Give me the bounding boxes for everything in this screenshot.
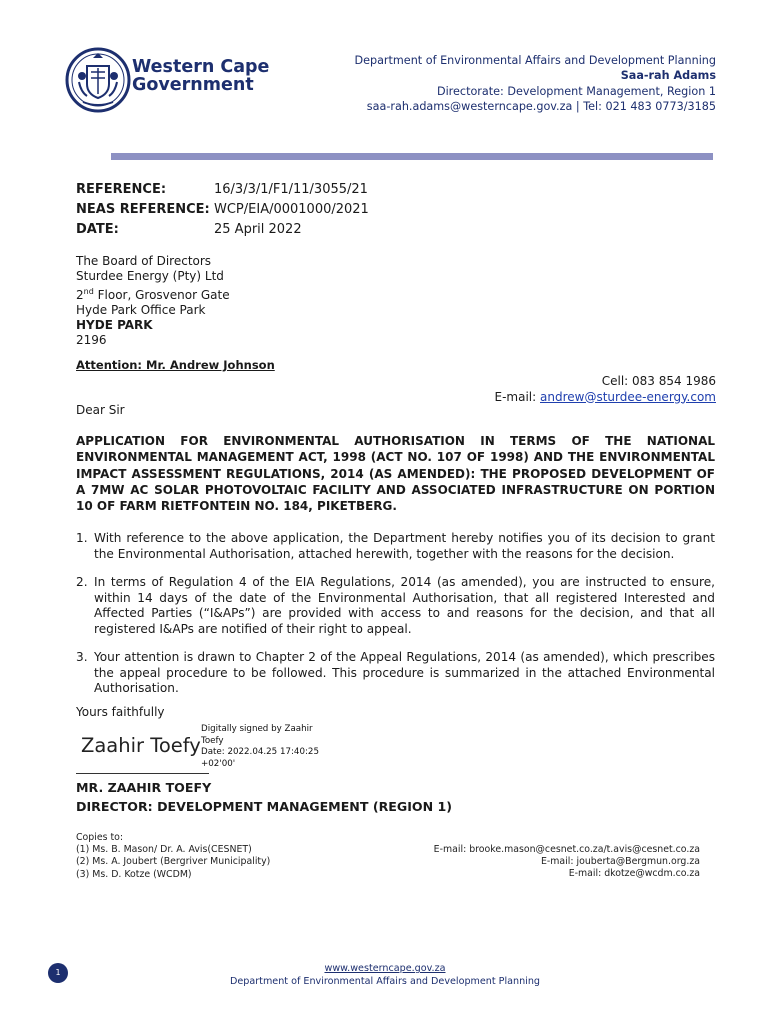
- recipient-contact: [495, 374, 716, 405]
- paragraph-item: 3. Your attention is drawn to Chapter 2 of the Appeal Regulations, 2014 (as amended), which prescribes the appeal procedure to be followed. This procedure is summarized in the attached Environmental Authorisation.: [76, 650, 715, 695]
- department-name: Department of Environmental Affairs and Development Planning: [354, 54, 716, 67]
- recipient-email-link[interactable]: andrew@sturdee-energy.com: [540, 389, 716, 404]
- logo-line-2: Government: [132, 75, 254, 95]
- copy-email: E-mail: brooke.mason@cesnet.co.za/t.avis@cesnet.co.za: [433, 844, 700, 855]
- address-line: 2nd Floor, Grosvenor Gate: [76, 287, 230, 302]
- reference-block: [76, 180, 369, 240]
- date-row: DATE: 25 April 2022: [76, 222, 302, 237]
- subject-heading: APPLICATION FOR ENVIRONMENTAL AUTHORISATION IN TERMS OF THE NATIONAL ENVIRONMENTAL MANAGEMENT ACT, 1998 (ACT NO. 107 OF 1998) AND THE ENVIRONMENTAL IMPACT ASSESSMENT REGULATIONS, 2014 (AS AMENDED): THE PROPOSED DEVELOPMENT OF A 7MW AC SOLAR PHOTOVOLTAIC FACILITY AND ASSOCIATED INFRASTRUCTURE ON PORTION 10 OF FARM RIETFONTEIN NO. 184, PIKETBERG.: [76, 434, 715, 514]
- address-line: HYDE PARK: [76, 318, 153, 332]
- paragraph-item: 1. With reference to the above application, the Department hereby notifies you of its decision to grant the Environmental Authorisation, attached herewith, together with the reasons for the decision.: [76, 531, 715, 561]
- signatory-title: DIRECTOR: DEVELOPMENT MANAGEMENT (REGION 1): [76, 799, 453, 814]
- numbered-paragraphs: [76, 531, 715, 710]
- neas-reference-row: NEAS REFERENCE: WCP/EIA/0001000/2021: [76, 202, 369, 217]
- copies-emails: [434, 844, 700, 881]
- attention-line: Attention: Mr. Andrew Johnson: [76, 358, 275, 372]
- signatory-name: MR. ZAAHIR TOEFY: [76, 780, 212, 795]
- signatory-block: [76, 778, 452, 816]
- recipient-address: [76, 254, 230, 348]
- contact-details: saa-rah.adams@westerncape.gov.za | Tel: 021 483 0773/3185: [366, 99, 716, 113]
- copies-to: [76, 832, 270, 881]
- copy-recipient: (1) Ms. B. Mason/ Dr. A. Avis(CESNET): [76, 844, 252, 856]
- signature-line: [76, 773, 209, 774]
- salutation: Dear Sir: [76, 403, 125, 417]
- paragraph-item: 2. In terms of Regulation 4 of the EIA Regulations, 2014 (as amended), you are instructed to ensure, within 14 days of the date of the Environmental Authorisation, that all registered Interested and Affected Parties (“I&APs”) are provided with access to and reasons for the decision, and that all registered I&APs are notified of their right to appeal.: [76, 575, 715, 636]
- logo-wordmark: [132, 58, 269, 94]
- directorate: Directorate: Development Management, Region 1: [436, 84, 716, 98]
- copy-recipient: (2) Ms. A. Joubert (Bergriver Municipality): [76, 856, 271, 868]
- contact-person: Saa-rah Adams: [620, 69, 716, 83]
- address-line: Hyde Park Office Park: [76, 303, 206, 317]
- recipient-cell: Cell: 083 854 1986: [601, 374, 716, 388]
- signature: Zaahir Toefy: [81, 734, 201, 757]
- footer-department: Department of Environmental Affairs and Development Planning: [229, 976, 541, 987]
- copy-email: E-mail: dkotze@wcdm.co.za: [568, 868, 700, 880]
- page-number-badge: 1: [48, 963, 68, 983]
- logo-line-1: Western Cape: [132, 57, 270, 77]
- address-line: Sturdee Energy (Pty) Ltd: [76, 269, 224, 283]
- reference-row: REFERENCE: 16/3/3/1/F1/11/3055/21: [76, 182, 368, 197]
- government-crest-icon: [65, 46, 131, 114]
- address-line: 2196: [76, 333, 107, 347]
- header-divider-bar: [111, 153, 713, 160]
- closing: Yours faithfully: [76, 705, 165, 719]
- copy-email: E-mail: jouberta@Bergmun.org.za: [540, 856, 700, 868]
- copy-recipient: (3) Ms. D. Kotze (WCDM): [76, 868, 192, 880]
- copies-heading: Copies to:: [76, 832, 124, 843]
- digital-signature-note: Digitally signed by Zaahir Toefy Date: 2022.04.25 17:40:25 +02'00': [201, 724, 319, 769]
- recipient-email-row: E-mail: andrew@sturdee-energy.com: [494, 389, 716, 404]
- footer: [0, 962, 770, 988]
- letterhead-contact: [354, 53, 716, 114]
- website-link[interactable]: www.westerncape.gov.za: [324, 963, 446, 974]
- address-line: The Board of Directors: [76, 254, 212, 268]
